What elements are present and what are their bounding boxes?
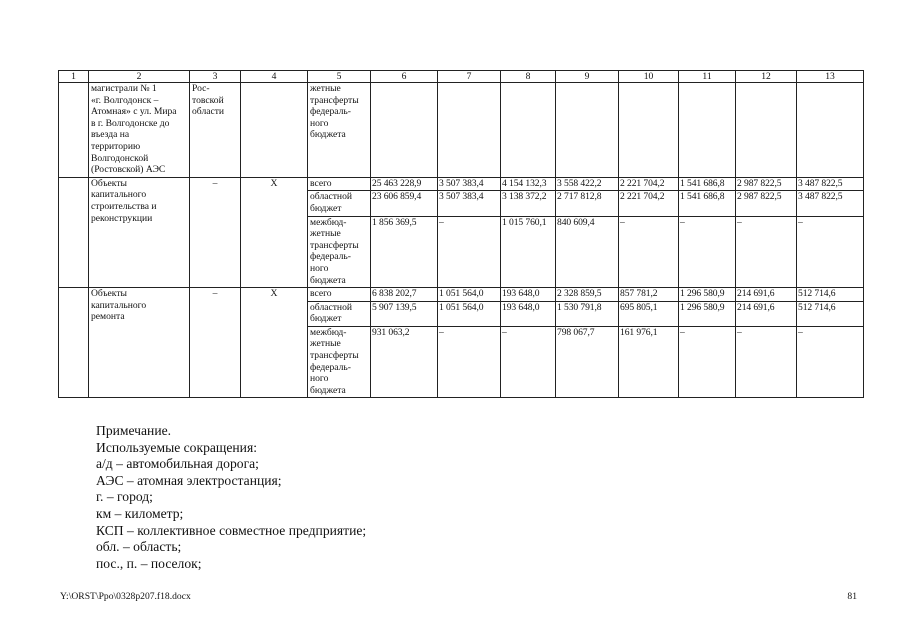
cell-funding-source: жетные трансферты федераль- ного бюджета xyxy=(308,83,371,178)
cell-value: 1 856 369,5 xyxy=(371,216,438,288)
cell-value: 193 648,0 xyxy=(501,301,556,326)
abbreviation-item: обл. – область; xyxy=(96,539,182,555)
cell-empty xyxy=(241,83,308,178)
cell-funding-source: областной бюджет xyxy=(308,301,371,326)
column-number: 13 xyxy=(797,71,864,83)
cell-value: – xyxy=(679,326,736,398)
cell-dash: – xyxy=(190,177,241,287)
cell-value: 2 221 704,2 xyxy=(619,177,679,191)
cell-empty xyxy=(797,83,864,178)
cell-value: – xyxy=(797,216,864,288)
cell-value: – xyxy=(679,216,736,288)
cell-funding-source: всего xyxy=(308,177,371,191)
cell-value: – xyxy=(438,216,501,288)
cell-empty xyxy=(501,83,556,178)
column-number: 7 xyxy=(438,71,501,83)
cell-value: 6 838 202,7 xyxy=(371,288,438,302)
cell-x-mark: X xyxy=(241,288,308,398)
cell-value: 3 507 383,4 xyxy=(438,177,501,191)
column-number: 5 xyxy=(308,71,371,83)
cell-empty xyxy=(59,288,89,398)
cell-funding-source: всего xyxy=(308,288,371,302)
cell-value: 3 138 372,2 xyxy=(501,191,556,216)
cell-value: 857 781,2 xyxy=(619,288,679,302)
cell-funding-source: межбюд- жетные трансферты федераль- ного бюджета xyxy=(308,216,371,288)
cell-value: 2 717 812,8 xyxy=(556,191,619,216)
cell-value: 1 051 564,0 xyxy=(438,288,501,302)
abbreviation-item: г. – город; xyxy=(96,489,153,505)
cell-value: 798 067,7 xyxy=(556,326,619,398)
cell-value: 2 328 859,5 xyxy=(556,288,619,302)
cell-value: 1 051 564,0 xyxy=(438,301,501,326)
cell-value: 3 487 822,5 xyxy=(797,191,864,216)
cell-value: 695 805,1 xyxy=(619,301,679,326)
abbreviation-item: км – километр; xyxy=(96,505,184,521)
column-number: 9 xyxy=(556,71,619,83)
column-number: 3 xyxy=(190,71,241,83)
column-number: 1 xyxy=(59,71,89,83)
column-number-row xyxy=(59,71,864,83)
abbreviation-item: АЭС – атомная электростанция; xyxy=(96,472,282,488)
cell-value: 3 507 383,4 xyxy=(438,191,501,216)
cell-value: – xyxy=(501,326,556,398)
cell-value: 2 987 822,5 xyxy=(736,191,797,216)
cell-value: 2 221 704,2 xyxy=(619,191,679,216)
cell-region: Рос- товской области xyxy=(190,83,241,178)
footer-file-path: Y:\ORST\Ppo\0328p207.f18.docx xyxy=(60,591,191,602)
cell-value: 3 487 822,5 xyxy=(797,177,864,191)
cell-funding-source: межбюд- жетные трансферты федераль- ного бюджета xyxy=(308,326,371,398)
cell-empty xyxy=(736,83,797,178)
cell-value: – xyxy=(736,326,797,398)
column-number: 12 xyxy=(736,71,797,83)
cell-empty xyxy=(59,83,89,178)
cell-value: 840 609,4 xyxy=(556,216,619,288)
cell-dash: – xyxy=(190,288,241,398)
cell-value: 1 296 580,9 xyxy=(679,288,736,302)
column-number: 10 xyxy=(619,71,679,83)
table-row xyxy=(59,288,864,302)
cell-value: 4 154 132,3 xyxy=(501,177,556,191)
cell-value: 1 296 580,9 xyxy=(679,301,736,326)
cell-value: 25 463 228,9 xyxy=(371,177,438,191)
cell-object-name: магистрали № 1 «г. Волгодонск – Атомная» с ул. Мира в г. Волгодонске до въезда на территорию Волгодонской (Ростовской) АЭС xyxy=(89,83,190,178)
table-row-carryover xyxy=(59,83,864,178)
budget-table xyxy=(58,70,864,398)
notes-title: Примечание. xyxy=(96,423,172,438)
cell-value: – xyxy=(619,216,679,288)
cell-value: 214 691,6 xyxy=(736,288,797,302)
notes-subtitle: Используемые сокращения: xyxy=(96,439,257,455)
column-number: 8 xyxy=(501,71,556,83)
cell-value: 1 541 686,8 xyxy=(679,191,736,216)
cell-value: 23 606 859,4 xyxy=(371,191,438,216)
cell-group-name: Объекты капитального строительства и реконструкции xyxy=(89,177,190,287)
cell-funding-source: областной бюджет xyxy=(308,191,371,216)
cell-value: 931 063,2 xyxy=(371,326,438,398)
cell-value: 1 015 760,1 xyxy=(501,216,556,288)
column-number: 4 xyxy=(241,71,308,83)
page-number: 81 xyxy=(847,591,857,602)
column-number: 11 xyxy=(679,71,736,83)
cell-value: 1 530 791,8 xyxy=(556,301,619,326)
cell-value: 1 541 686,8 xyxy=(679,177,736,191)
cell-value: 5 907 139,5 xyxy=(371,301,438,326)
table-row xyxy=(59,177,864,191)
cell-empty xyxy=(556,83,619,178)
notes-block xyxy=(96,423,366,572)
abbreviation-item: пос., п. – поселок; xyxy=(96,555,202,571)
cell-empty xyxy=(371,83,438,178)
column-number: 2 xyxy=(89,71,190,83)
cell-value: 3 558 422,2 xyxy=(556,177,619,191)
cell-value: 214 691,6 xyxy=(736,301,797,326)
cell-empty xyxy=(679,83,736,178)
abbreviation-item: а/д – автомобильная дорога; xyxy=(96,456,259,472)
cell-empty xyxy=(438,83,501,178)
cell-value: 193 648,0 xyxy=(501,288,556,302)
cell-value: – xyxy=(736,216,797,288)
abbreviation-item: КСП – коллективное совместное предприятие; xyxy=(96,522,367,538)
cell-empty xyxy=(59,177,89,287)
cell-empty xyxy=(619,83,679,178)
cell-x-mark: X xyxy=(241,177,308,287)
cell-group-name: Объекты капитального ремонта xyxy=(89,288,190,398)
cell-value: 512 714,6 xyxy=(797,301,864,326)
cell-value: 161 976,1 xyxy=(619,326,679,398)
cell-value: – xyxy=(797,326,864,398)
column-number: 6 xyxy=(371,71,438,83)
cell-value: 2 987 822,5 xyxy=(736,177,797,191)
cell-value: – xyxy=(438,326,501,398)
cell-value: 512 714,6 xyxy=(797,288,864,302)
